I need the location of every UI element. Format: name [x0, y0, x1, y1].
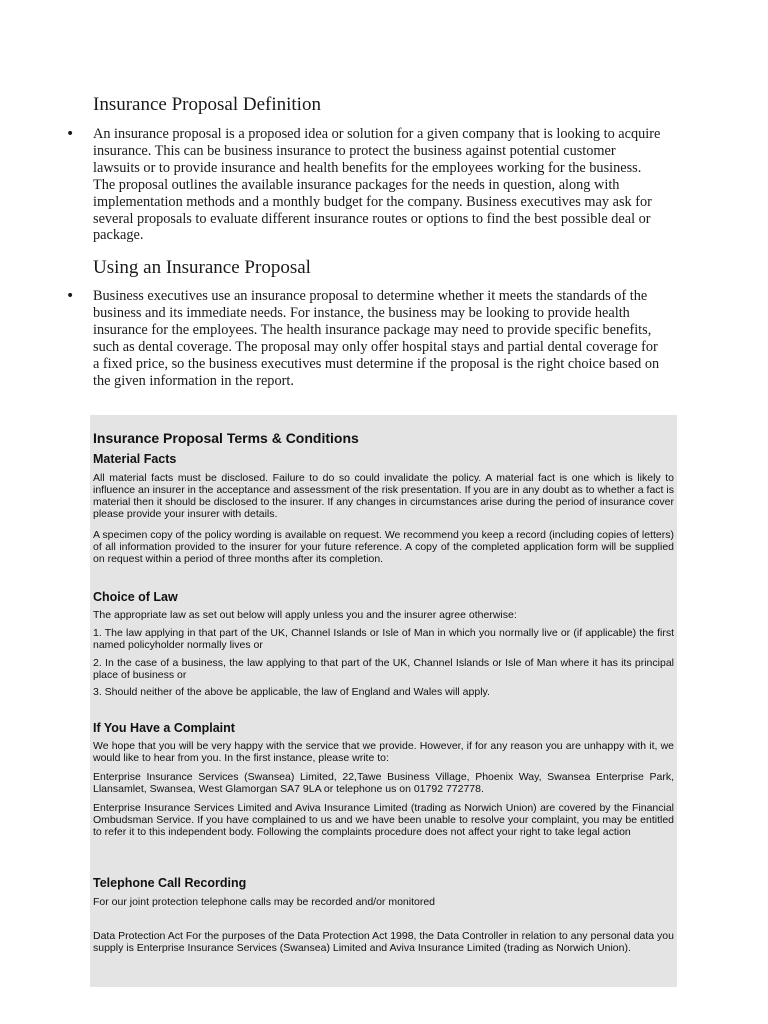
recording-p1: For our joint protection telephone calls may be recorded and/or monitored [93, 896, 436, 908]
choice-of-law-heading: Choice of Law [93, 590, 178, 604]
recording-heading: Telephone Call Recording [93, 876, 247, 890]
complaint-heading: If You Have a Complaint [93, 721, 235, 735]
choice-of-law-item2: 2. In the case of a business, the law applying to that part of the UK, Channel Islands or Isle of Man where it has its principal place of business or [93, 657, 674, 682]
material-facts-p2: A specimen copy of the policy wording is available on request. We recommend you keep a record (including copies of letters) of all information provided to the insurer for your future reference. A copy of the completed application form will be supplied on request within a period of three months after its completion. [93, 529, 674, 566]
data-protection-p1: Data Protection Act For the purposes of the Data Protection Act 1998, the Data Controller in relation to any personal data you supply is Enterprise Insurance Services (Swansea) Limited and Aviva Insurance Limited (trading as Norwich Union). [93, 930, 674, 955]
material-facts-heading: Material Facts [93, 452, 177, 466]
complaint-p1: We hope that you will be very happy with the service that we provide. However, if for any reason you are unhappy with it, we would like to hear from you. In the first instance, please write to: [93, 740, 674, 765]
terms-title: Insurance Proposal Terms & Conditions [93, 430, 359, 446]
definition-text: An insurance proposal is a proposed idea or solution for a given company that is looking to acquire insurance. This can be business insurance to protect the business against potential customer lawsuits or to provide insurance and health benefits for the employees working for the business. The proposal outlines the available insurance packages for the needs in question, along with implementation methods and a monthly budget for the company. Business executives may ask for several proposals to evaluate different insurance routes or options to find the best possible deal or package. [93, 126, 661, 244]
complaint-p3: Enterprise Insurance Services Limited and Aviva Insurance Limited (trading as Norwich Union) are covered by the Financial Ombudsman Service. If you have complained to us and we have been unable to resolve your complaint, you may be entitled to refer it to this independent body. Following the complaints procedure does not affect your right to take legal action [93, 802, 674, 839]
complaint-p2: Enterprise Insurance Services (Swansea) Limited, 22,Tawe Business Village, Phoenix Way, Swansea Enterprise Park, Llansamlet, Swansea, West Glamorgan SA7 9LA or telephone us on 01792 772778. [93, 771, 674, 796]
section-title-using: Using an Insurance Proposal [93, 257, 311, 278]
section-title-definition: Insurance Proposal Definition [93, 94, 321, 115]
definition-bullet [66, 126, 666, 244]
choice-of-law-item3: 3. Should neither of the above be applicable, the law of England and Wales will apply. [93, 686, 490, 698]
material-facts-p1: All material facts must be disclosed. Failure to do so could invalidate the policy. A material fact is one which is likely to influence an insurer in the acceptance and assessment of the risk presentation. If you are in any doubt as to whether a fact is material then it should be disclosed to the insurer. If any changes in circumstances arise during the period of insurance cover please provide your insurer with details. [93, 472, 674, 521]
using-text: Business executives use an insurance proposal to determine whether it meets the standards of the business and its immediate needs. For instance, the business may be looking to provide health insurance for the employees. The health insurance package may need to provide specific benefits, such as dental coverage. The proposal may only offer hospital stays and partial dental coverage for a fixed price, so the business executives must determine if the proposal is the right choice based on the given information in the report. [93, 288, 660, 389]
using-bullet [66, 288, 666, 389]
choice-of-law-intro: The appropriate law as set out below will apply unless you and the insurer agree otherwise: [93, 609, 517, 621]
bullet-dot-icon: • [66, 126, 75, 142]
choice-of-law-item1: 1. The law applying in that part of the UK, Channel Islands or Isle of Man in which you normally live or (if applicable) the first named policyholder normally lives or [93, 627, 674, 652]
terms-conditions-box [90, 415, 677, 987]
bullet-dot-icon: • [66, 288, 75, 304]
